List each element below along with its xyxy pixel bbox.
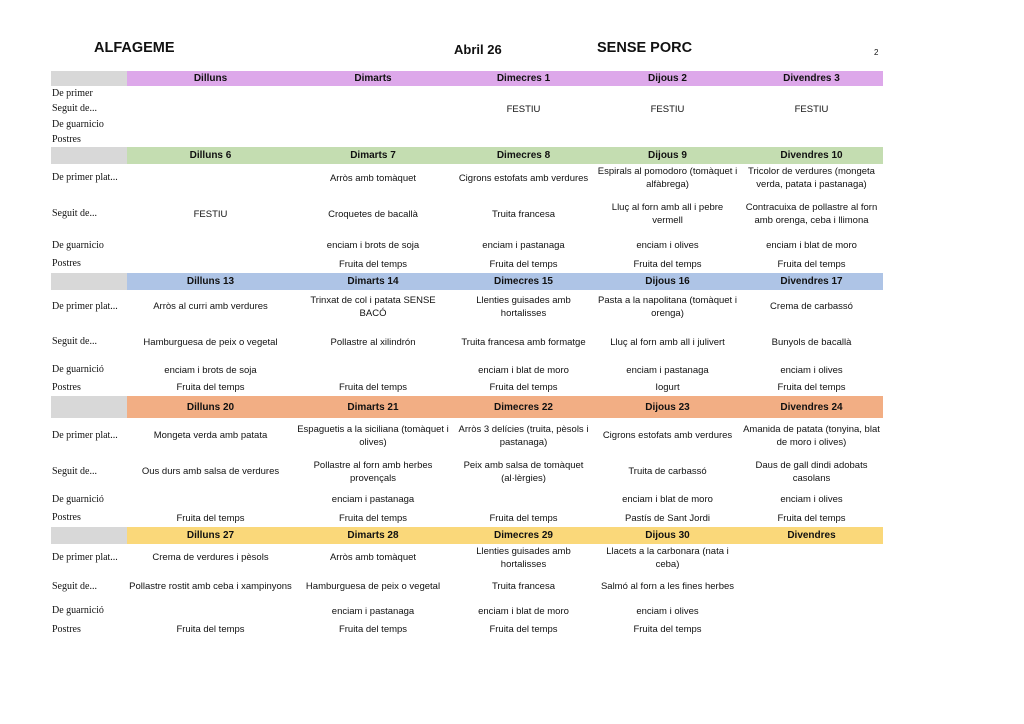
course-label: De primer plat... <box>52 551 118 563</box>
dish-cell: Arròs al curri amb verdures <box>153 301 268 312</box>
dish-cell: Pollastre al forn amb herbes provençals <box>313 459 433 484</box>
dish-cell <box>294 86 452 101</box>
dish-cell <box>595 117 740 132</box>
month-label: Abril 26 <box>454 42 502 57</box>
dish-cell: Pollastre al xilindrón <box>330 336 416 348</box>
dish-cell: Crema de verdures i pèsols <box>152 552 269 563</box>
dish-cell: Amanida de patata (tonyina, blat de moro i olives) <box>743 423 880 448</box>
dish-cell: Peix amb salsa de tomàquet (al·lèrgies) <box>463 459 584 484</box>
day-header: Dijous 16 <box>595 273 740 290</box>
dish-cell: enciam i olives <box>636 605 699 617</box>
dish-cell <box>127 132 294 147</box>
dish-cell: enciam i blat de moro <box>478 605 569 617</box>
day-header: Divendres 17 <box>740 273 883 290</box>
course-row <box>51 379 883 396</box>
day-header: Dimecres 15 <box>452 273 595 290</box>
week-header-corner <box>51 396 127 418</box>
course-label: De guarnició <box>52 605 104 616</box>
week-header-corner <box>51 527 127 544</box>
dish-cell: Fruita del temps <box>489 512 558 524</box>
dish-cell: enciam i brots de soja <box>326 240 420 251</box>
dish-cell <box>127 490 294 509</box>
dish-cell <box>127 86 294 101</box>
day-header: Dijous 9 <box>595 147 740 164</box>
dish-cell <box>452 490 595 509</box>
course-label: De primer plat... <box>52 300 118 312</box>
dish-cell: Croquetes de bacallà <box>328 208 418 220</box>
course-label: De guarnició <box>52 493 104 505</box>
week-header-corner <box>51 273 127 290</box>
dish-cell: Truita francesa amb formatge <box>461 336 586 348</box>
dish-cell: enciam i pastanaga <box>626 364 709 376</box>
dish-cell: enciam i olives <box>780 494 843 505</box>
day-header: Divendres 10 <box>740 147 883 164</box>
course-label: De primer <box>52 87 93 99</box>
dish-cell: enciam i pastanaga <box>331 605 415 617</box>
school-name: ALFAGEME <box>94 40 175 56</box>
dish-cell: Lluç al forn amb all i pebre vermell <box>611 202 724 226</box>
week-header-row <box>51 273 883 290</box>
dish-cell: Fruita del temps <box>338 258 408 270</box>
day-header: Dimecres 1 <box>452 71 595 86</box>
dish-cell: Arròs amb tomàquet <box>329 552 417 563</box>
dish-cell <box>294 361 452 379</box>
course-row <box>51 571 883 602</box>
dish-cell: Iogurt <box>655 382 680 393</box>
course-label: De guarnicio <box>52 118 104 130</box>
dish-cell: enciam i blat de moro <box>478 364 569 376</box>
course-row <box>51 192 883 236</box>
course-row <box>51 361 883 379</box>
course-row <box>51 117 883 132</box>
page-number: 2 <box>874 48 879 57</box>
dish-cell <box>127 255 294 273</box>
dish-cell: enciam i brots de soja <box>164 364 257 376</box>
course-row <box>51 490 883 509</box>
course-label: Seguit de... <box>52 580 97 592</box>
day-header: Divendres 3 <box>740 71 883 86</box>
dish-cell <box>740 117 883 132</box>
dish-cell <box>452 132 595 147</box>
dish-cell: Arròs amb tomàquet <box>329 172 417 184</box>
dish-cell: Llenties guisades amb hortalisses <box>476 294 571 319</box>
course-label: Postres <box>52 512 81 523</box>
course-row <box>51 255 883 273</box>
day-header: Dilluns 13 <box>127 273 294 290</box>
dish-cell: Trinxat de col i patata SENSE BACÓ <box>310 294 436 319</box>
dish-cell: Fruita del temps <box>489 382 558 393</box>
dish-cell <box>740 620 883 639</box>
dish-cell: Fruita del temps <box>338 382 408 393</box>
dish-cell: Fruita del temps <box>338 512 408 524</box>
dish-cell: enciam i pastanaga <box>331 494 415 505</box>
dish-cell <box>740 571 883 602</box>
dish-cell: enciam i olives <box>636 240 699 251</box>
dish-cell <box>452 117 595 132</box>
dish-cell: Pastís de Sant Jordi <box>624 512 711 524</box>
menu-table <box>51 71 883 639</box>
course-row <box>51 453 883 490</box>
dish-cell: FESTIU <box>506 103 541 115</box>
course-label: Seguit de... <box>52 103 97 114</box>
dish-cell: Bunyols de bacallà <box>771 336 852 348</box>
dish-cell: Cigrons estofats amb verdures <box>458 172 589 184</box>
dish-cell: Fruita del temps <box>489 624 558 635</box>
dish-cell: Fruita del temps <box>633 258 702 270</box>
course-row <box>51 418 883 453</box>
week-header-row <box>51 71 883 86</box>
course-row <box>51 323 883 361</box>
week-header-corner <box>51 147 127 164</box>
dish-cell: Crema de carbassó <box>770 301 853 312</box>
course-label: De primer plat... <box>52 172 118 183</box>
day-header: Dimarts 21 <box>294 396 452 418</box>
day-header: Dilluns <box>127 71 294 86</box>
course-row <box>51 132 883 147</box>
dish-cell: Tricolor de verdures (mongeta verda, patata i pastanaga) <box>748 166 875 190</box>
course-label: Seguit de... <box>52 336 97 347</box>
dish-cell: Fruita del temps <box>777 382 846 393</box>
dish-cell: enciam i blat de moro <box>766 240 857 251</box>
day-header: Dijous 2 <box>595 71 740 86</box>
day-header: Dilluns 6 <box>127 147 294 164</box>
dish-cell: FESTIU <box>193 208 228 220</box>
dish-cell <box>127 236 294 255</box>
day-header: Divendres <box>740 527 883 544</box>
course-row <box>51 164 883 192</box>
course-label: Seguit de... <box>52 465 97 477</box>
course-row <box>51 236 883 255</box>
dish-cell: Espirals al pomodoro (tomàquet i alfàbrega) <box>597 166 738 190</box>
dish-cell: Cigrons estofats amb verdures <box>602 430 733 441</box>
course-label: Postres <box>52 258 81 269</box>
course-label: Postres <box>52 381 81 393</box>
dish-cell: Daus de gall dindi adobats casolans <box>755 459 868 484</box>
dish-cell <box>294 101 452 117</box>
day-header: Dijous 30 <box>595 527 740 544</box>
dish-cell: Fruita del temps <box>338 624 408 635</box>
week-header-row <box>51 527 883 544</box>
day-header: Dilluns 20 <box>127 396 294 418</box>
dish-cell: Llacets a la carbonara (nata i ceba) <box>606 545 729 570</box>
dish-cell <box>595 132 740 147</box>
dish-cell: Espaguetis a la siciliana (tomàquet i olives) <box>297 423 449 448</box>
dish-cell <box>595 86 740 101</box>
dish-cell: Truita de carbassó <box>628 466 707 477</box>
course-label: Postres <box>52 623 81 635</box>
dish-cell: Hamburguesa de peix o vegetal <box>143 336 278 348</box>
course-row <box>51 620 883 639</box>
dish-cell: Fruita del temps <box>777 512 846 524</box>
dish-cell <box>452 86 595 101</box>
day-header: Divendres 24 <box>740 396 883 418</box>
dish-cell: Pollastre rostit amb ceba i xampinyons <box>129 581 292 592</box>
dish-cell <box>127 117 294 132</box>
dish-cell: Arròs 3 delícies (truita, pèsols i pastanaga) <box>458 423 589 448</box>
course-label: Seguit de... <box>52 208 97 219</box>
dish-cell <box>740 544 883 571</box>
dish-cell <box>127 602 294 620</box>
menu-type: SENSE PORC <box>597 40 693 56</box>
dish-cell: Fruita del temps <box>777 258 846 270</box>
dish-cell: Pasta a la napolitana (tomàquet i orenga) <box>598 294 737 319</box>
dish-cell: Truita francesa <box>491 208 555 220</box>
day-header: Dimarts <box>294 71 452 86</box>
dish-cell: Fruita del temps <box>633 624 702 635</box>
week-header-row <box>51 147 883 164</box>
dish-cell <box>740 602 883 620</box>
dish-cell: enciam i blat de moro <box>622 494 713 505</box>
course-row <box>51 290 883 323</box>
dish-cell <box>294 117 452 132</box>
day-header: Dijous 23 <box>595 396 740 418</box>
dish-cell <box>740 86 883 101</box>
day-header: Dimecres 29 <box>452 527 595 544</box>
day-header: Dimarts 28 <box>294 527 452 544</box>
day-header: Dimecres 8 <box>452 147 595 164</box>
dish-cell: Llenties guisades amb hortalisses <box>476 545 571 570</box>
course-row <box>51 86 883 101</box>
dish-cell: Hamburguesa de peix o vegetal <box>305 581 441 592</box>
dish-cell: Mongeta verda amb patata <box>153 430 268 441</box>
dish-cell: Fruita del temps <box>176 624 245 635</box>
dish-cell <box>294 132 452 147</box>
day-header: Dimarts 14 <box>294 273 452 290</box>
dish-cell <box>127 101 294 117</box>
week-header-row <box>51 396 883 418</box>
dish-cell: Ous durs amb salsa de verdures <box>141 466 280 477</box>
day-header: Dimecres 22 <box>452 396 595 418</box>
dish-cell: FESTIU <box>794 103 829 115</box>
dish-cell: Fruita del temps <box>176 382 245 393</box>
dish-cell: Truita francesa <box>491 581 555 592</box>
dish-cell <box>127 164 294 192</box>
dish-cell: Lluç al forn amb all i julivert <box>610 336 725 348</box>
course-row <box>51 544 883 571</box>
day-header: Dimarts 7 <box>294 147 452 164</box>
week-header-corner <box>51 71 127 86</box>
dish-cell: enciam i olives <box>780 364 843 376</box>
day-header: Dilluns 27 <box>127 527 294 544</box>
dish-cell: Contracuixa de pollastre al forn amb orenga, ceba i llimona <box>745 202 878 226</box>
course-row <box>51 101 883 117</box>
dish-cell: Fruita del temps <box>176 512 245 524</box>
dish-cell: FESTIU <box>650 103 685 115</box>
course-label: De primer plat... <box>52 429 118 441</box>
dish-cell: Salmó al forn a les fines herbes <box>600 581 735 592</box>
course-label: Postres <box>52 133 81 145</box>
course-row <box>51 509 883 527</box>
dish-cell: Fruita del temps <box>489 258 558 270</box>
dish-cell <box>740 132 883 147</box>
dish-cell: enciam i pastanaga <box>482 240 565 251</box>
course-label: De guarnicio <box>52 239 104 251</box>
course-label: De guarnició <box>52 364 104 375</box>
course-row <box>51 602 883 620</box>
